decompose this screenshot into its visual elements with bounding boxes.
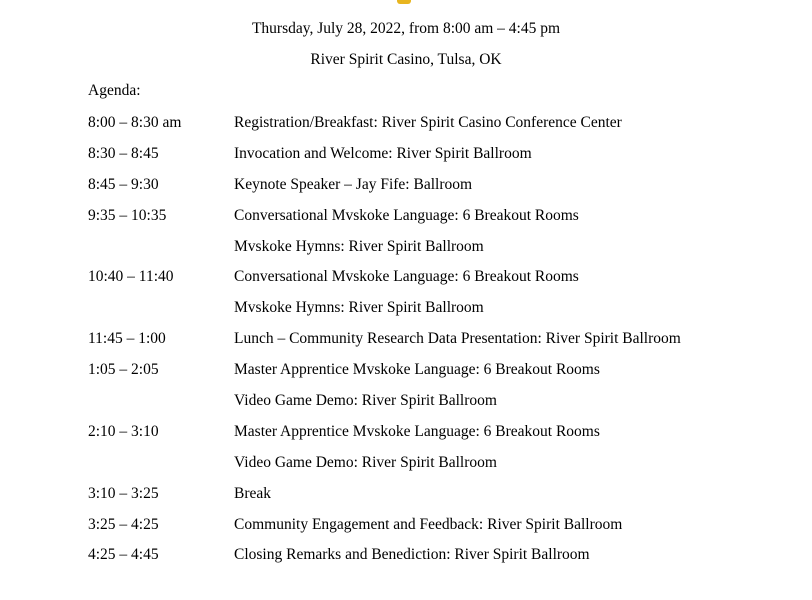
- agenda-row: [88, 545, 788, 576]
- agenda-time: 10:40 – 11:40: [88, 268, 174, 286]
- agenda-row: [88, 298, 788, 329]
- agenda-row: [88, 237, 788, 268]
- agenda-event: Mvskoke Hymns: River Spirit Ballroom: [234, 299, 484, 317]
- agenda-row: [88, 113, 788, 144]
- agenda-row: [88, 144, 788, 175]
- agenda-time: 9:35 – 10:35: [88, 206, 167, 224]
- agenda-row: [88, 267, 788, 298]
- agenda-event: Video Game Demo: River Spirit Ballroom: [234, 392, 497, 410]
- agenda-event: Invocation and Welcome: River Spirit Ballroom: [234, 144, 532, 162]
- agenda-event: Closing Remarks and Benediction: River Spirit Ballroom: [234, 546, 590, 564]
- agenda-row: [88, 206, 788, 237]
- event-date-line: Thursday, July 28, 2022, from 8:00 am – 4:45 pm: [251, 20, 561, 37]
- agenda-time: 1:05 – 2:05: [88, 361, 159, 379]
- agenda-event: Conversational Mvskoke Language: 6 Breakout Rooms: [234, 268, 579, 286]
- agenda-row: [88, 453, 788, 484]
- agenda-event: Master Apprentice Mvskoke Language: 6 Breakout Rooms: [234, 361, 600, 379]
- agenda-event: Lunch – Community Research Data Presentation: River Spirit Ballroom: [234, 330, 681, 348]
- agenda-time: 8:45 – 9:30: [88, 175, 159, 193]
- agenda-event: Break: [234, 484, 272, 502]
- agenda-event: Conversational Mvskoke Language: 6 Breakout Rooms: [234, 206, 579, 224]
- agenda-row: [88, 329, 788, 360]
- event-venue-line: River Spirit Casino, Tulsa, OK: [310, 51, 502, 68]
- agenda-event: Mvskoke Hymns: River Spirit Ballroom: [234, 237, 484, 255]
- agenda-row: [88, 360, 788, 391]
- agenda-time: 8:30 – 8:45: [88, 144, 159, 162]
- agenda-row: [88, 484, 788, 515]
- agenda-time: 11:45 – 1:00: [88, 330, 166, 348]
- agenda-event: Master Apprentice Mvskoke Language: 6 Breakout Rooms: [234, 422, 600, 440]
- agenda-event: Community Engagement and Feedback: River Spirit Ballroom: [234, 515, 623, 533]
- agenda-time: 3:25 – 4:25: [88, 515, 159, 533]
- agenda-row: [88, 515, 788, 546]
- agenda-row: [88, 175, 788, 206]
- agenda-heading: Agenda:: [88, 82, 141, 99]
- agenda-list: [88, 113, 788, 576]
- agenda-event: Keynote Speaker – Jay Fife: Ballroom: [234, 175, 473, 193]
- decorative-header-mark: [397, 0, 411, 4]
- agenda-time: 2:10 – 3:10: [88, 422, 159, 440]
- agenda-time: 8:00 – 8:30 am: [88, 114, 182, 131]
- agenda-row: [88, 391, 788, 422]
- agenda-event: Registration/Breakfast: River Spirit Casino Conference Center: [234, 114, 622, 131]
- agenda-row: [88, 422, 788, 453]
- agenda-event: Video Game Demo: River Spirit Ballroom: [234, 453, 497, 471]
- agenda-time: 4:25 – 4:45: [88, 546, 159, 564]
- agenda-time: 3:10 – 3:25: [88, 484, 159, 502]
